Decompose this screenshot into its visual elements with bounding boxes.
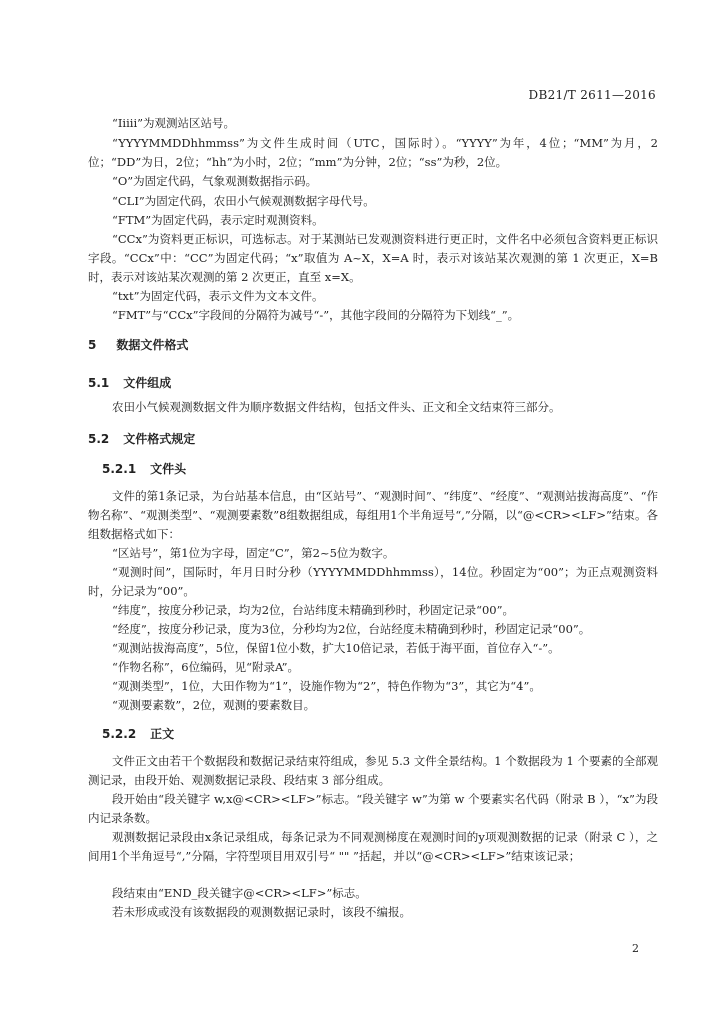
section-heading	[88, 336, 188, 353]
paragraph: “观测要素数”，2位，观测的要素数目。	[112, 698, 316, 712]
subsubsection-title: 正文	[150, 727, 175, 741]
paragraph: “区站号”，第1位为字母，固定“C”，第2~5位为数字。	[112, 546, 395, 560]
subsubsection-heading	[102, 460, 186, 477]
paragraph: “O”为固定代码，气象观测数据指示码。	[112, 174, 318, 188]
subsubsection-number: 5.2.1	[102, 462, 137, 476]
paragraph: 观测数据记录段由x条记录组成，每条记录为不同观测梯度在观测时间的y项观测数据的记录（附录 C ），之间用1个半角逗号“,”分隔，字符型项目用双引号“ "" ”括起，并以“@<CR><LF>”结束该记录；	[88, 830, 658, 863]
paragraph: 文件的第1条记录，为台站基本信息，由“区站号”、“观测时间”、“纬度”、“经度”、“观测站拔海高度”、“作物名称”、“观测类型”、“观测要素数”8组数据组成，每组用1个半角逗号“,”分隔，以“@<CR><LF>”结束。各组数据格式如下：	[88, 489, 658, 541]
paragraph: 段开始由“段关键字 w,x@<CR><LF>”标志。“段关键字 w”为第 w 个要素实名代码（附录 B ），“x”为段内记录条数。	[88, 792, 658, 825]
subsection-title: 文件格式规定	[123, 432, 196, 446]
paragraph: “作物名称”，6位编码，见“附录A”。	[112, 660, 299, 674]
subsection-heading	[88, 430, 195, 447]
subsection-heading	[88, 374, 171, 391]
paragraph: “经度”，按度分秒记录，度为3位，分秒均为2位，台站经度未精确到秒时，秒固定记录“00”。	[112, 622, 591, 636]
paragraph: 文件正文由若干个数据段和数据记录结束符组成，参见 5.3 文件全景结构。1 个数据段为 1 个要素的全部观测记录，由段开始、观测数据记录段、段结束 3 部分组成。	[88, 754, 658, 787]
paragraph: 段结束由“END_段关键字@<CR><LF>”标志。	[112, 886, 367, 900]
subsubsection-heading	[102, 725, 174, 742]
paragraph: “观测类型”，1位，大田作物为“1”，设施作物为“2”，特色作物为“3”，其它为“4”。	[112, 679, 541, 693]
paragraph: “FTM”为固定代码，表示定时观测资料。	[112, 213, 324, 227]
subsection-number: 5.1	[88, 376, 110, 390]
paragraph: “FMT”与“CCx”字段间的分隔符为减号“-”，其他字段间的分隔符为下划线“_”。	[112, 308, 520, 322]
subsubsection-number: 5.2.2	[102, 727, 137, 741]
subsubsection-title: 文件头	[150, 462, 187, 476]
paragraph: “纬度”，按度分秒记录，均为2位，台站纬度未精确到秒时，秒固定记录“00”。	[112, 603, 514, 617]
paragraph: “观测站拔海高度”，5位，保留1位小数，扩大10倍记录，若低于海平面，首位存入“-”。	[112, 641, 560, 655]
paragraph: “Iiiii”为观测站区站号。	[112, 116, 236, 130]
page-number: 2	[632, 942, 639, 955]
subsection-title: 文件组成	[123, 376, 172, 390]
standard-code-header: DB21/T 2611—2016	[528, 88, 656, 102]
subsection-number: 5.2	[88, 432, 110, 446]
paragraph: “YYYYMMDDhhmmss”为文件生成时间（UTC，国际时）。“YYYY”为年，4位；“MM”为月，2位；“DD”为日，2位；“hh”为小时，2位；“mm”为分钟，2位；“ss”为秒，2位。	[88, 136, 658, 169]
paragraph: “txt”为固定代码，表示文件为文本文件。	[112, 289, 324, 303]
paragraph: “CCx”为资料更正标识，可选标志。对于某测站已发观测资料进行更正时，文件名中必须包含资料更正标识字段。“CCx”中：“CC”为固定代码；“x”取值为 A~X，X=A 时，表示对该站某次观测的第 1 次更正，X=B 时，表示对该站某次观测的第 2 次更正，直至 x=X。	[88, 232, 658, 284]
section-title: 数据文件格式	[116, 338, 189, 352]
section-number: 5	[88, 338, 97, 352]
paragraph: 若未形成或没有该数据段的观测数据记录时，该段不编报。	[112, 905, 411, 919]
paragraph: “CLI”为固定代码，农田小气候观测数据字母代号。	[112, 194, 375, 208]
paragraph: “观测时间”，国际时，年月日时分秒（YYYYMMDDhhmmss），14位。秒固定为“00”；为正点观测资料时，分记录为“00”。	[88, 565, 658, 598]
paragraph: 农田小气候观测数据文件为顺序数据文件结构，包括文件头、正文和全文结束符三部分。	[112, 400, 561, 414]
